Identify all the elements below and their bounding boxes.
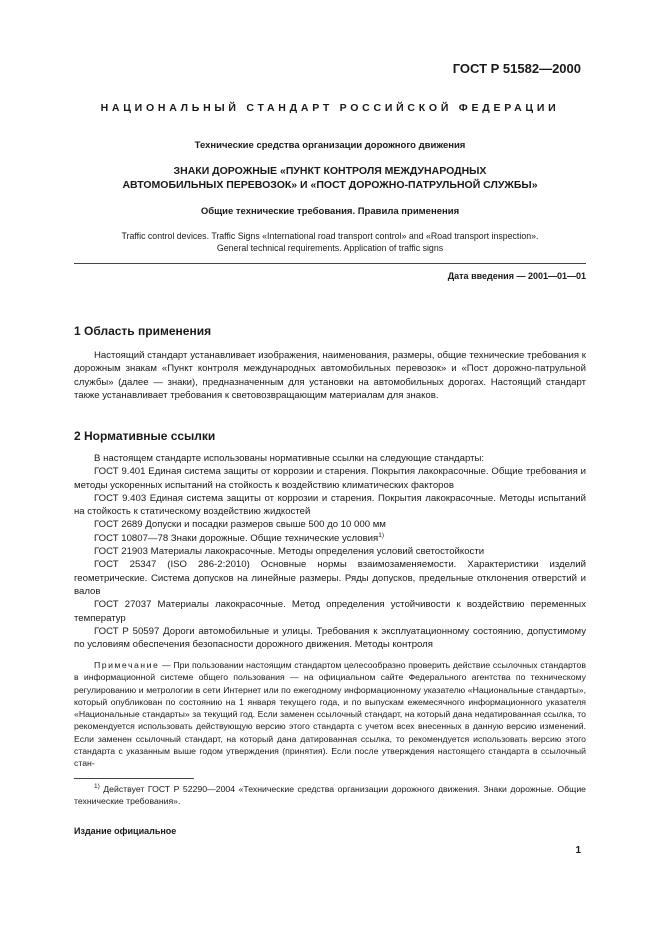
main-title: [74, 164, 586, 192]
note-paragraph: [74, 659, 586, 770]
reference-item: ГОСТ 21903 Материалы лакокрасочные. Методы определения условий светостойкости: [94, 546, 485, 558]
document-number: ГОСТ Р 51582—2000: [452, 61, 581, 76]
main-title-line: ЗНАКИ ДОРОЖНЫЕ «ПУНКТ КОНТРОЛЯ МЕЖДУНАРОДНЫХ: [173, 165, 487, 177]
footnote-paragraph: [74, 783, 586, 807]
introduction-date: Дата введения — 2001—01—01: [447, 271, 586, 281]
english-title-line: Traffic control devices. Traffic Signs «International road transport control» and «Road transport inspection».: [121, 231, 539, 241]
note-block: [74, 659, 586, 770]
references-list: [74, 452, 586, 651]
reference-item: ГОСТ Р 50597 Дороги автомобильные и улицы. Требования к эксплуатационному состоянию, допустимому по условиям обеспечения безопасности дорожного движения. Методы контроля: [74, 625, 586, 651]
english-title: [74, 230, 586, 254]
note-text: — При пользовании настоящим стандартом целесообразно проверить действие ссылочных стандартов в информационной системе общего пользования — на официальном сайте Федерального агентства по техническому регулированию и метрологии в сети Интернет или по ежегодному информационному указателю «Национальные стандарты», который опубликован по состоянию на 1 января текущего года, и по выпускам ежемесячного информационного указателя «Национальные стандарты» за текущий год. Если заменен ссылочный стандарт, на который дана недатированная ссылка, то рекомендуется использовать действующую версию этого стандарта с учетом всех внесенных в данную версию изменений. Если заменен ссылочный стандарт, на который дана датированная ссылка, то рекомендуется использовать версию этого стандарта с указанным выше годом утверждения (принятия). Если после утверждения настоящего стандарта в ссылочный стан-: [74, 660, 586, 769]
footnote: [74, 783, 586, 807]
footnote-mark: 1): [94, 783, 100, 791]
page-number: 1: [575, 845, 581, 856]
note-label: Примечание: [94, 660, 160, 670]
english-title-line: General technical requirements. Application of traffic signs: [216, 243, 444, 253]
footnote-mark: 1): [378, 531, 385, 539]
section1-body: [74, 349, 586, 402]
reference-item: ГОСТ 27037 Материалы лакокрасочные. Метод определения устойчивости к воздействию переменных температур: [74, 599, 586, 624]
paragraph: В настоящем стандарте использованы нормативные ссылки на следующие стандарты:: [94, 453, 485, 464]
header-divider: [74, 263, 586, 264]
national-standard-banner: НАЦИОНАЛЬНЫЙ СТАНДАРТ РОССИЙСКОЙ ФЕДЕРАЦИИ: [100, 102, 560, 114]
main-title-line: АВТОМОБИЛЬНЫХ ПЕРЕВОЗОК» И «ПОСТ ДОРОЖНО-ПАТРУЛЬНОЙ СЛУЖБЫ»: [122, 179, 538, 191]
footnote-divider: [74, 778, 194, 779]
paragraph: Настоящий стандарт устанавливает изображения, наименования, размеры, общие технические требования к дорожным знакам «Пункт контроля международных автомобильных перевозок» и «Пост дорожно-патрульной службы» (далее — знаки), предназначенным для установки на автомобильных дорогах. Настоящий стандарт также устанавливает требования к световозвращающим материалам для знаков.: [74, 350, 586, 401]
reference-text: ГОСТ 10807—78 Знаки дорожные. Общие технические условия: [94, 532, 379, 544]
reference-item: ГОСТ 25347 (ISO 286-2:2010) Основные нормы взаимозаменяемости. Характеристики изделий геометрические. Система допусков на линейные размеры. Ряды допусков, предельные отклонения отверстий и валов: [74, 559, 586, 597]
title-category: Технические средства организации дорожного движения: [194, 140, 466, 151]
footnote-text: Действует ГОСТ Р 52290—2004 «Технические средства организации дорожного движения. Знаки дорожные. Общие технические требования».: [74, 784, 586, 806]
reference-item: ГОСТ 2689 Допуски и посадки размеров свыше 500 до 10 000 мм: [94, 519, 386, 531]
section-heading: 1 Область применения: [74, 324, 212, 338]
subtitle: Общие технические требования. Правила применения: [200, 206, 460, 217]
reference-item: ГОСТ 9.401 Единая система защиты от коррозии и старения. Покрытия лакокрасочные. Общие требования и методы ускоренных испытаний на стойкость к воздействию климатических факторов: [74, 466, 586, 491]
reference-item: [74, 532, 586, 545]
official-edition-label: Издание официальное: [74, 826, 177, 836]
reference-item: ГОСТ 9.403 Единая система защиты от коррозии и старения. Покрытия лакокрасочные. Методы испытаний на стойкость к статическому воздействию жидкостей: [74, 492, 586, 518]
section-heading: 2 Нормативные ссылки: [74, 429, 216, 443]
